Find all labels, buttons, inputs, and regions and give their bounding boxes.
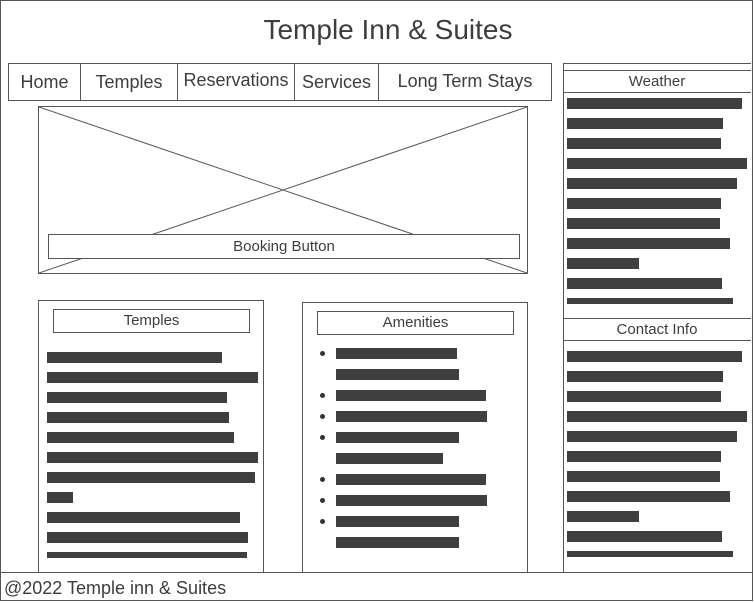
temples-card-title: Temples <box>53 309 250 333</box>
amenities-card-title: Amenities <box>317 311 514 335</box>
text-placeholder-line <box>47 472 255 483</box>
contact-placeholder-line <box>567 431 737 442</box>
list-item-placeholder <box>336 432 459 443</box>
contact-placeholder-line <box>567 531 722 542</box>
weather-placeholder-line <box>567 278 722 289</box>
contact-placeholder-line <box>567 511 639 522</box>
contact-placeholder-line <box>567 551 733 557</box>
list-item-placeholder <box>336 453 443 464</box>
nav-temples[interactable]: Temples <box>81 64 178 100</box>
weather-placeholder-line <box>567 238 730 249</box>
hero-image-placeholder <box>38 106 528 274</box>
list-item-placeholder <box>336 495 487 506</box>
nav-services[interactable]: Services <box>295 64 379 100</box>
site-title: Temple Inn & Suites <box>263 14 513 45</box>
list-bullet <box>320 435 325 440</box>
weather-placeholder-line <box>567 98 742 109</box>
nav-reservations[interactable]: Reservations <box>178 64 295 100</box>
list-bullet <box>320 351 325 356</box>
text-placeholder-line <box>47 432 234 443</box>
weather-title: Weather <box>563 70 751 93</box>
contact-placeholder-line <box>567 451 721 462</box>
nav-home[interactable]: Home <box>9 64 81 100</box>
booking-button[interactable]: Booking Button <box>48 234 520 259</box>
text-placeholder-line <box>47 412 229 423</box>
text-placeholder-line <box>47 372 258 383</box>
weather-placeholder-line <box>567 158 747 169</box>
text-placeholder-line <box>47 492 73 503</box>
contact-placeholder-line <box>567 471 720 482</box>
weather-placeholder-line <box>567 298 733 304</box>
footer: @2022 Temple inn & Suites <box>0 572 753 601</box>
list-item-placeholder <box>336 348 457 359</box>
contact-placeholder-line <box>567 351 742 362</box>
weather-placeholder-line <box>567 218 720 229</box>
list-bullet <box>320 393 325 398</box>
weather-placeholder-line <box>567 198 721 209</box>
list-bullet <box>320 519 325 524</box>
contact-info-title: Contact Info <box>563 318 751 341</box>
list-bullet <box>320 414 325 419</box>
list-bullet <box>320 477 325 482</box>
nav-long-term-stays[interactable]: Long Term Stays <box>397 71 533 91</box>
list-item-placeholder <box>336 390 486 401</box>
text-placeholder-line <box>47 452 258 463</box>
text-placeholder-line <box>47 532 248 543</box>
amenities-card <box>302 302 528 574</box>
list-bullet <box>320 498 325 503</box>
weather-placeholder-line <box>567 178 737 189</box>
text-placeholder-line <box>47 392 227 403</box>
weather-placeholder-line <box>567 138 721 149</box>
list-item-placeholder <box>336 516 459 527</box>
contact-placeholder-line <box>567 371 723 382</box>
contact-placeholder-line <box>567 411 747 422</box>
list-item-placeholder <box>336 369 459 380</box>
contact-placeholder-line <box>567 491 730 502</box>
list-item-placeholder <box>336 411 487 422</box>
weather-placeholder-line <box>567 118 723 129</box>
contact-placeholder-line <box>567 391 721 402</box>
temples-card <box>38 300 264 574</box>
text-placeholder-line <box>47 512 240 523</box>
main-nav <box>8 63 552 101</box>
text-placeholder-line <box>47 352 222 363</box>
list-item-placeholder <box>336 537 459 548</box>
weather-placeholder-line <box>567 258 639 269</box>
sidebar-top-border <box>563 63 751 64</box>
list-item-placeholder <box>336 474 486 485</box>
text-placeholder-line <box>47 552 247 558</box>
